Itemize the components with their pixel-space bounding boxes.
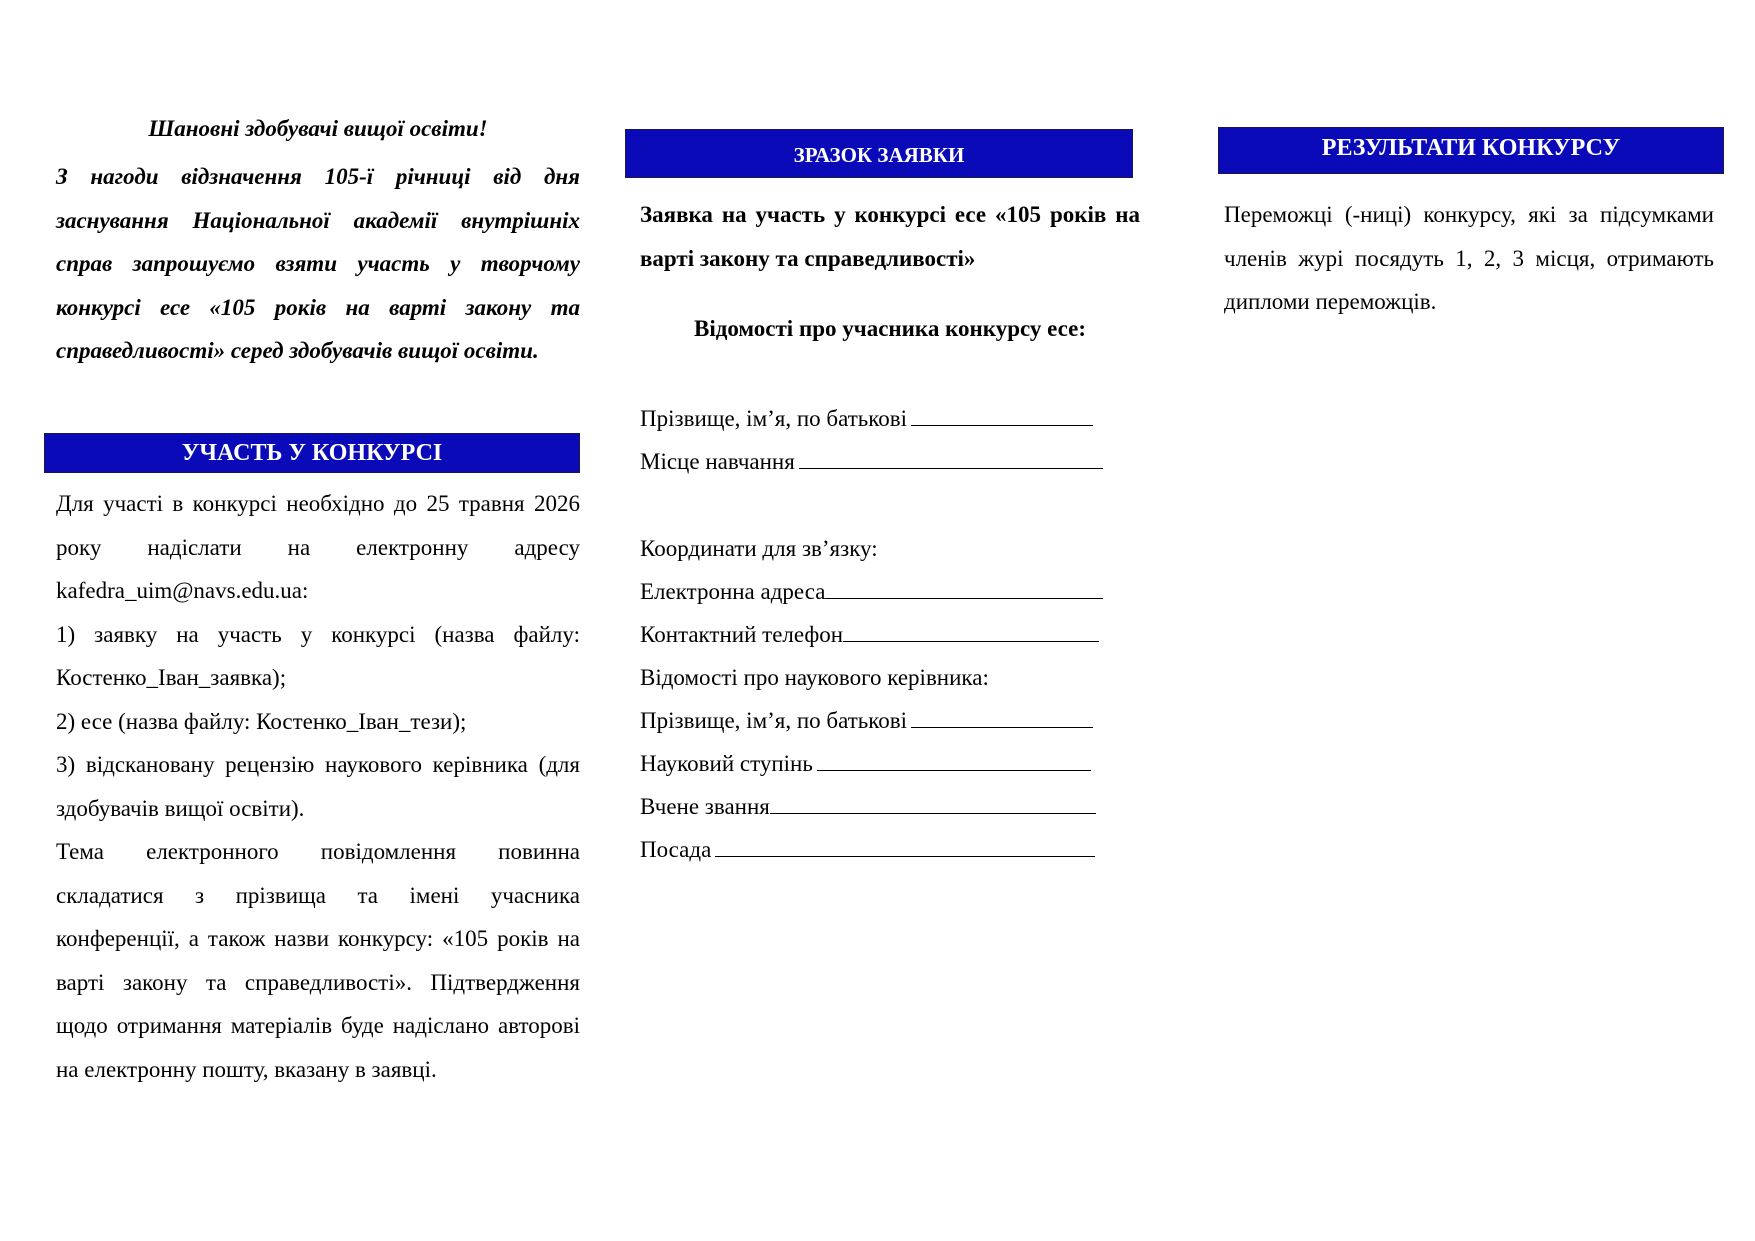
field-blank-line[interactable] (715, 836, 1095, 857)
results-header: РЕЗУЛЬТАТИ КОНКУРСУ (1218, 127, 1724, 174)
participation-paragraph: Для участі в конкурсі необхідно до 25 травня 2026 року надіслати на електронну адресу kafedra_uim@navs.edu.ua: (56, 491, 580, 603)
field-label: Відомості про наукового керівника: (640, 665, 989, 690)
field-blank-line[interactable] (911, 707, 1093, 728)
supervisor-info-label (640, 663, 989, 693)
field-supervisor-name[interactable] (640, 706, 1093, 736)
field-blank-line[interactable] (843, 621, 1099, 642)
participant-info-heading: Відомості про учасника конкурсу есе: (694, 316, 1086, 341)
email-subject-paragraph: Тема електронного повідомлення повинна складатися з прізвища та імені учасника конференції, а також назви конкурсу: «105 років на варті закону та справедливості». Підтвердження щодо отримання матеріалів буде надіслано авторові на електронну пошту, вказану в заявці. (56, 839, 580, 1082)
field-label: Місце навчання (640, 449, 795, 474)
field-label: Прізвище, ім’я, по батькові (640, 708, 908, 733)
field-email[interactable] (640, 577, 1103, 607)
field-label: Посада (640, 837, 712, 862)
field-blank-line[interactable] (825, 578, 1103, 599)
requirement-item: 3) відскановану рецензію наукового керівника (для здобувачів вищої освіти). (56, 752, 580, 821)
requirement-item: 2) есе (назва файлу: Костенко_Іван_тези); (56, 708, 467, 734)
field-label: Координати для зв’язку: (640, 536, 878, 561)
field-label: Прізвище, ім’я, по батькові (640, 406, 908, 431)
field-academic-title[interactable] (640, 792, 1096, 822)
field-blank-line[interactable] (770, 793, 1096, 814)
field-label: Електронна адреса (640, 579, 826, 604)
results-body: Переможці (-ниці) конкурсу, які за підсумками членів журі посядуть 1, 2, 3 місця, отримають дипломи переможців. (1224, 202, 1714, 314)
intro-body: З нагоди відзначення 105-ї річниці від дня заснування Національної академії внутрішніх справ запрошуємо взяти участь у творчому конкурсі есе «105 років на варті закону та справедливості» серед здобувачів вищої освіти. (56, 164, 580, 363)
field-blank-line[interactable] (817, 750, 1091, 771)
field-academic-degree[interactable] (640, 749, 1091, 779)
field-blank-line[interactable] (911, 405, 1093, 426)
application-sample-header: ЗРАЗОК ЗАЯВКИ (625, 129, 1133, 178)
intro-title: Шановні здобувачі вищої освіти! (148, 116, 488, 141)
field-place-of-study[interactable] (640, 447, 1103, 477)
application-form-title: Заявка на участь у конкурсі есе «105 років на варті закону та справедливості» (640, 202, 1140, 271)
participation-body (56, 482, 580, 1091)
field-label: Контактний телефон (640, 622, 844, 647)
requirement-item: 1) заявку на участь у конкурсі (назва файлу: Костенко_Іван_заявка); (56, 621, 580, 690)
field-phone[interactable] (640, 620, 1099, 650)
field-full-name[interactable] (640, 404, 1093, 434)
field-label: Науковий ступінь (640, 751, 813, 776)
field-blank-line[interactable] (799, 448, 1103, 469)
field-label: Вчене звання (640, 794, 770, 819)
field-position[interactable] (640, 835, 1095, 865)
contacts-label (640, 534, 878, 564)
participation-header: УЧАСТЬ У КОНКУРСІ (44, 433, 580, 473)
